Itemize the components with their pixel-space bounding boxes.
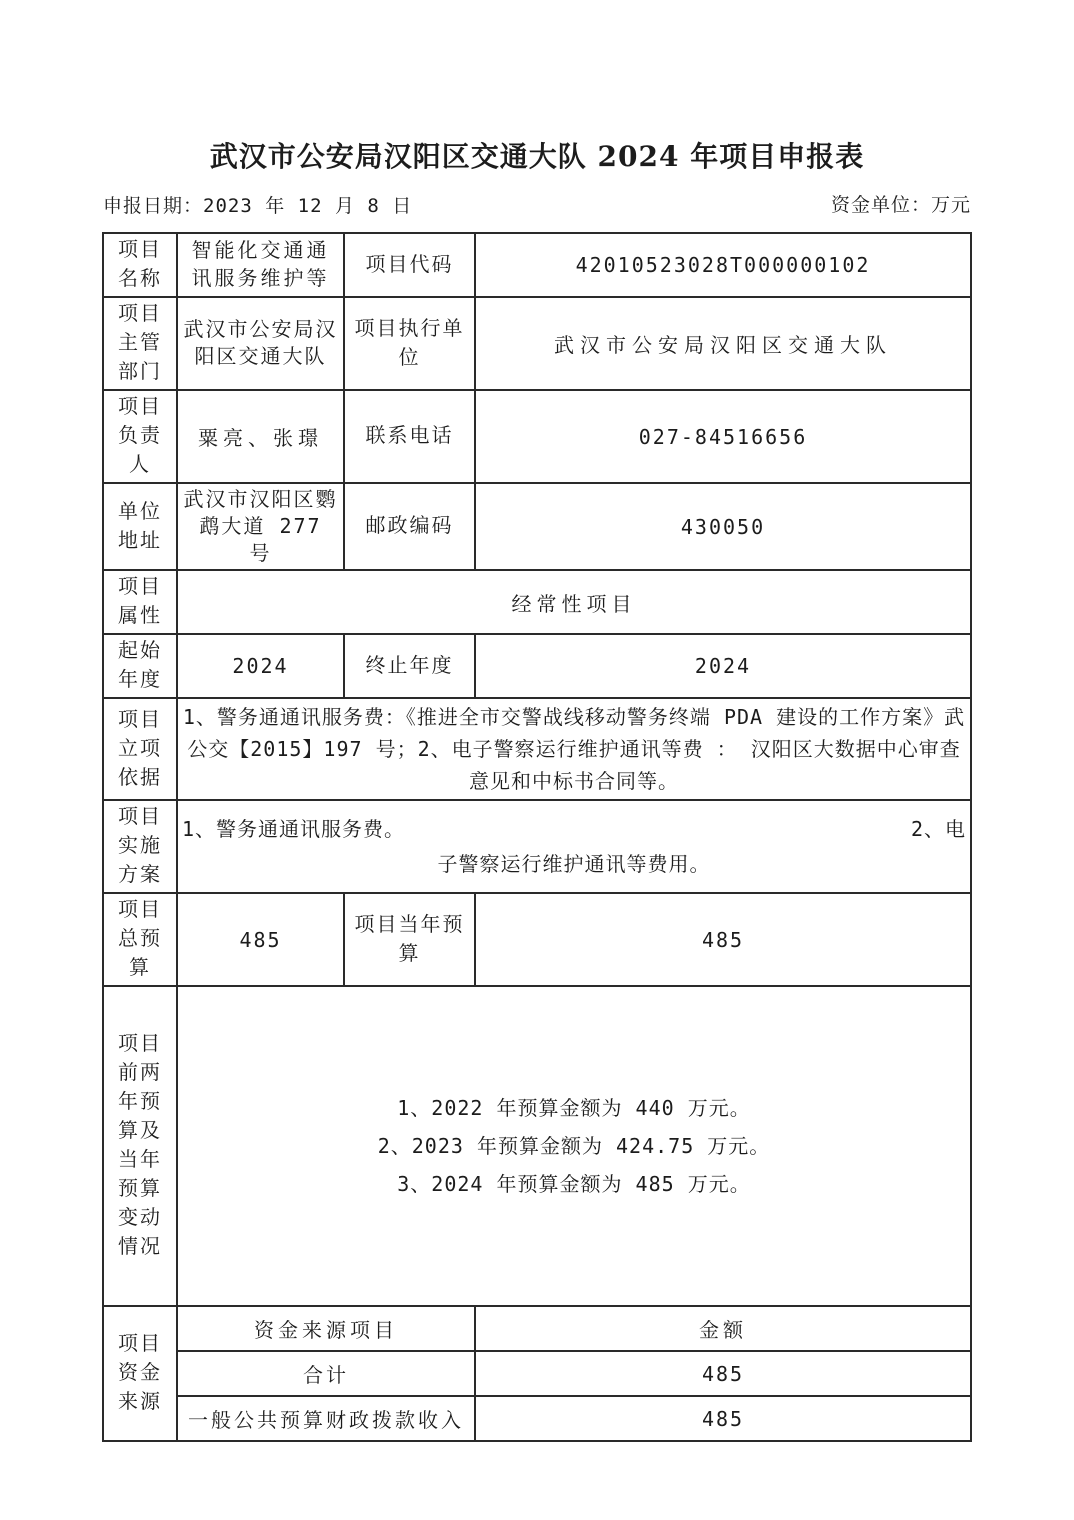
start-year-value: 2024	[177, 634, 344, 698]
executing-unit-value: 武汉市公安局汉阳区交通大队	[475, 297, 971, 390]
funding-row-general-budget	[103, 1396, 971, 1441]
supervisor-dept-value: 武汉市公安局汉阳区交通大队	[177, 297, 344, 390]
row-project-attribute	[103, 570, 971, 634]
funding-source-label: 项目资金来源	[103, 1306, 177, 1441]
row-approval-basis	[103, 698, 971, 800]
total-budget-label: 项目总预算	[103, 893, 177, 986]
project-leader-label: 项目负责人	[103, 390, 177, 483]
unit-address-label: 单位地址	[103, 483, 177, 570]
end-year-value: 2024	[475, 634, 971, 698]
supervisor-dept-label: 项目主管部门	[103, 297, 177, 390]
start-year-label: 起始年度	[103, 634, 177, 698]
history-line: 2、2023 年预算金额为 424.75 万元。	[377, 1134, 771, 1158]
plan-item-2-rest: 子警察运行维护通讯等费用。	[437, 851, 711, 876]
row-budget	[103, 893, 971, 986]
row-supervisor-dept	[103, 297, 971, 390]
current-budget-label: 项目当年预算	[344, 893, 475, 986]
funding-col-amount-header: 金额	[475, 1306, 971, 1351]
page-title: 武汉市公安局汉阳区交通大队 2024 年项目申报表	[209, 140, 865, 173]
phone-label: 联系电话	[344, 390, 475, 483]
project-name-value: 智能化交通通讯服务维护等	[177, 233, 344, 297]
funding-general-source: 一般公共预算财政拨款收入	[177, 1396, 475, 1441]
postcode-label: 邮政编码	[344, 483, 475, 570]
implementation-plan-label: 项目实施方案	[103, 800, 177, 893]
row-implementation-plan	[103, 800, 971, 893]
executing-unit-label: 项目执行单位	[344, 297, 475, 390]
total-budget-value: 485	[177, 893, 344, 986]
project-attribute-label: 项目属性	[103, 570, 177, 634]
row-project-leader	[103, 390, 971, 483]
funding-general-amount: 485	[475, 1396, 971, 1441]
plan-item-1: 1、警务通通讯服务费。	[182, 816, 406, 841]
funding-col-source-header: 资金来源项目	[177, 1306, 475, 1351]
meta-row	[103, 194, 971, 218]
plan-line-1	[182, 812, 966, 847]
budget-history-label: 项目前两年预算及当年预算变动情况	[103, 986, 177, 1306]
phone-value: 027-84516656	[475, 390, 971, 483]
history-line: 1、2022 年预算金额为 440 万元。	[397, 1096, 751, 1120]
funding-row-total	[103, 1351, 971, 1396]
implementation-plan-value	[177, 800, 971, 893]
fund-unit: 资金单位：万元	[830, 195, 971, 216]
declare-date: 申报日期：2023 年 12 月 8 日	[103, 195, 413, 217]
funding-total-amount: 485	[475, 1351, 971, 1396]
row-budget-history	[103, 986, 971, 1306]
budget-history-value	[177, 986, 971, 1306]
project-code-label: 项目代码	[344, 233, 475, 297]
project-name-label: 项目名称	[103, 233, 177, 297]
funding-total-source: 合计	[177, 1351, 475, 1396]
current-budget-value: 485	[475, 893, 971, 986]
history-line: 3、2024 年预算金额为 485 万元。	[397, 1172, 751, 1196]
row-unit-address	[103, 483, 971, 570]
row-project-name	[103, 233, 971, 297]
row-funding-header	[103, 1306, 971, 1351]
project-leader-value: 粟亮、张璟	[177, 390, 344, 483]
plan-item-2-start: 2、电	[910, 816, 966, 841]
end-year-label: 终止年度	[344, 634, 475, 698]
postcode-value: 430050	[475, 483, 971, 570]
approval-basis-label: 项目立项依据	[103, 698, 177, 800]
unit-address-value: 武汉市汉阳区鹦鹉大道 277 号	[177, 483, 344, 570]
row-years	[103, 634, 971, 698]
application-form-table	[102, 232, 972, 1442]
approval-basis-value: 1、警务通通讯服务费：《推进全市交警战线移动警务终端 PDA 建设的工作方案》武公交【2015】197 号；2、电子警察运行维护通讯等费 ： 汉阳区大数据中心审查意见和中标书合同等。	[177, 698, 971, 800]
project-code-value: 42010523028T000000102	[475, 233, 971, 297]
project-attribute-value: 经常性项目	[177, 570, 971, 634]
